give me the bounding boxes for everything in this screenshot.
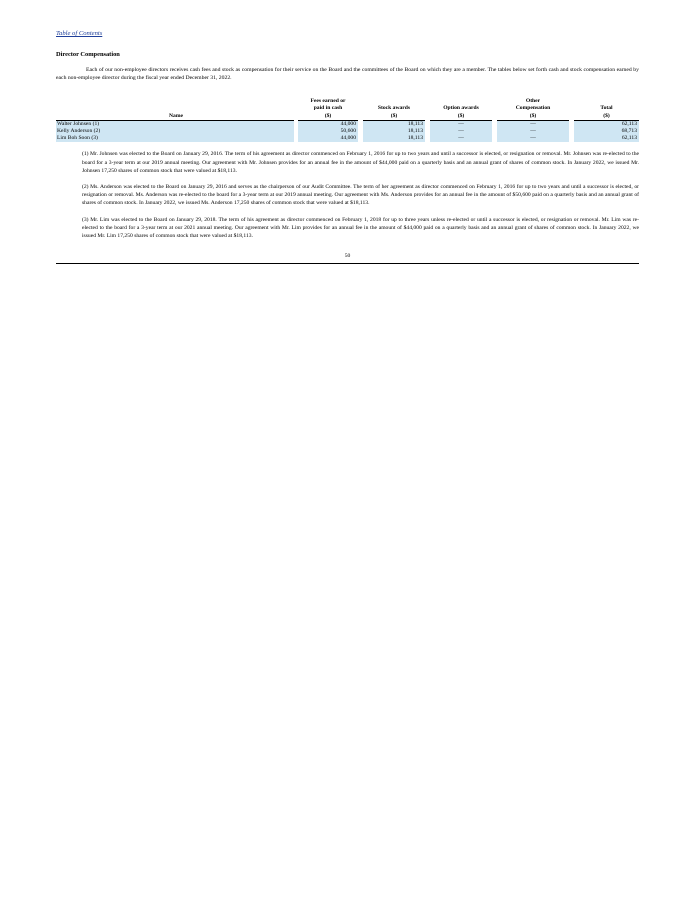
other-compensation-cell: — (497, 128, 569, 135)
footnote-3 (56, 216, 639, 241)
fees-cell: 50,600 (298, 128, 358, 135)
total-cell: 62,113 (574, 121, 639, 129)
header-stock-awards: Stock awards ($) (363, 98, 425, 121)
table-row (56, 121, 639, 129)
option-awards-cell: — (430, 135, 492, 142)
stock-awards-cell: 18,113 (363, 121, 425, 129)
option-awards-cell: — (430, 128, 492, 135)
total-cell: 62,113 (574, 135, 639, 142)
other-compensation-cell: — (497, 121, 569, 129)
page-number: 50 (344, 253, 351, 260)
header-name: Name (56, 98, 294, 121)
director-name: Walter Johnsen (1) (56, 121, 294, 129)
footnote-2 (56, 183, 639, 208)
header-total: Total ($) (574, 98, 639, 121)
option-awards-cell: — (430, 121, 492, 129)
director-name: Kelly Anderson (2) (56, 128, 294, 135)
footnote-text: (1) Mr. Johnsen was elected to the Board on January 29, 2016. The term of his agreement as director commenced on February 1, 2016 for up to two years and until a successor is elected, or resignation or removal. Mr. Johnsen was re-elected to the board for a 3-year term at our 2019 annual meeting. Our agreement with Mr. Johnsen provides for an annual fee in the amount of $44,000 paid on a quarterly basis and an annual grant of shares of common stock. In January 2022, we issued Mr. Johnsen 17,250 shares of common stock that were valued at $18,113. (82, 151, 639, 174)
intro-paragraph: Each of our non-employee directors receives cash fees and stock as compensation for their service on the Board and the committees of the Board on which they are a member. The tables below set forth cash and stock compensation earned by each non-employee director during the fiscal year ended December 31, 2022. (56, 67, 639, 82)
other-compensation-cell: — (497, 135, 569, 142)
table-of-contents-link[interactable]: Table of Contents (56, 30, 103, 37)
footnote-text: (3) Mr. Lim was elected to the Board on January 29, 2018. The term of his agreement as director commenced on February 1, 2018 for up to three years unless re-elected or until a successor is elected, or resignation or removal. Mr. Lim was re-elected to the board for a 3-year term at our 2021 annual meeting. Our agreement with Mr. Lim provides for an annual fee in the amount of $44,000 paid on a quarterly basis and an annual grant of shares of common stock. In January 2022, we issued Mr. Lim 17,250 shares of common stock that were valued at $18,113. (82, 216, 639, 239)
section-title: Director Compensation (56, 51, 120, 58)
header-other-compensation: Other Compensation ($) (497, 98, 569, 121)
total-cell: 68,713 (574, 128, 639, 135)
header-option-awards: Option awards ($) (430, 98, 492, 121)
footnote-text: (2) Ms. Anderson was elected to the Board on January 29, 2016 and serves as the chairperson of our Audit Committee. The term of her agreement as director commenced on February 1, 2016 for up to two years and until a successor is elected, or resignation or removal. Ms. Anderson was re-elected to the board for a 3-year term at our 2019 annual meeting. Our agreement with Ms. Anderson provides for an annual fee in the amount of $50,600 paid on a quarterly basis and an annual grant of shares of common stock. In January 2022, we issued Ms. Anderson 17,250 shares of common stock that were valued at $18,113. (82, 183, 639, 207)
document-page (56, 22, 639, 264)
fees-cell: 44,000 (298, 135, 358, 142)
table-row (56, 128, 639, 135)
header-fees: Fees earned or paid in cash ($) (298, 98, 358, 121)
footnote-1 (56, 150, 639, 175)
director-name: Lim Boh Soon (3) (56, 135, 294, 142)
page-divider (56, 263, 639, 264)
fees-cell: 44,000 (298, 121, 358, 129)
table-header-row (56, 98, 639, 121)
director-compensation-table (56, 98, 639, 143)
stock-awards-cell: 18,113 (363, 128, 425, 135)
stock-awards-cell: 18,113 (363, 135, 425, 142)
table-row (56, 135, 639, 142)
